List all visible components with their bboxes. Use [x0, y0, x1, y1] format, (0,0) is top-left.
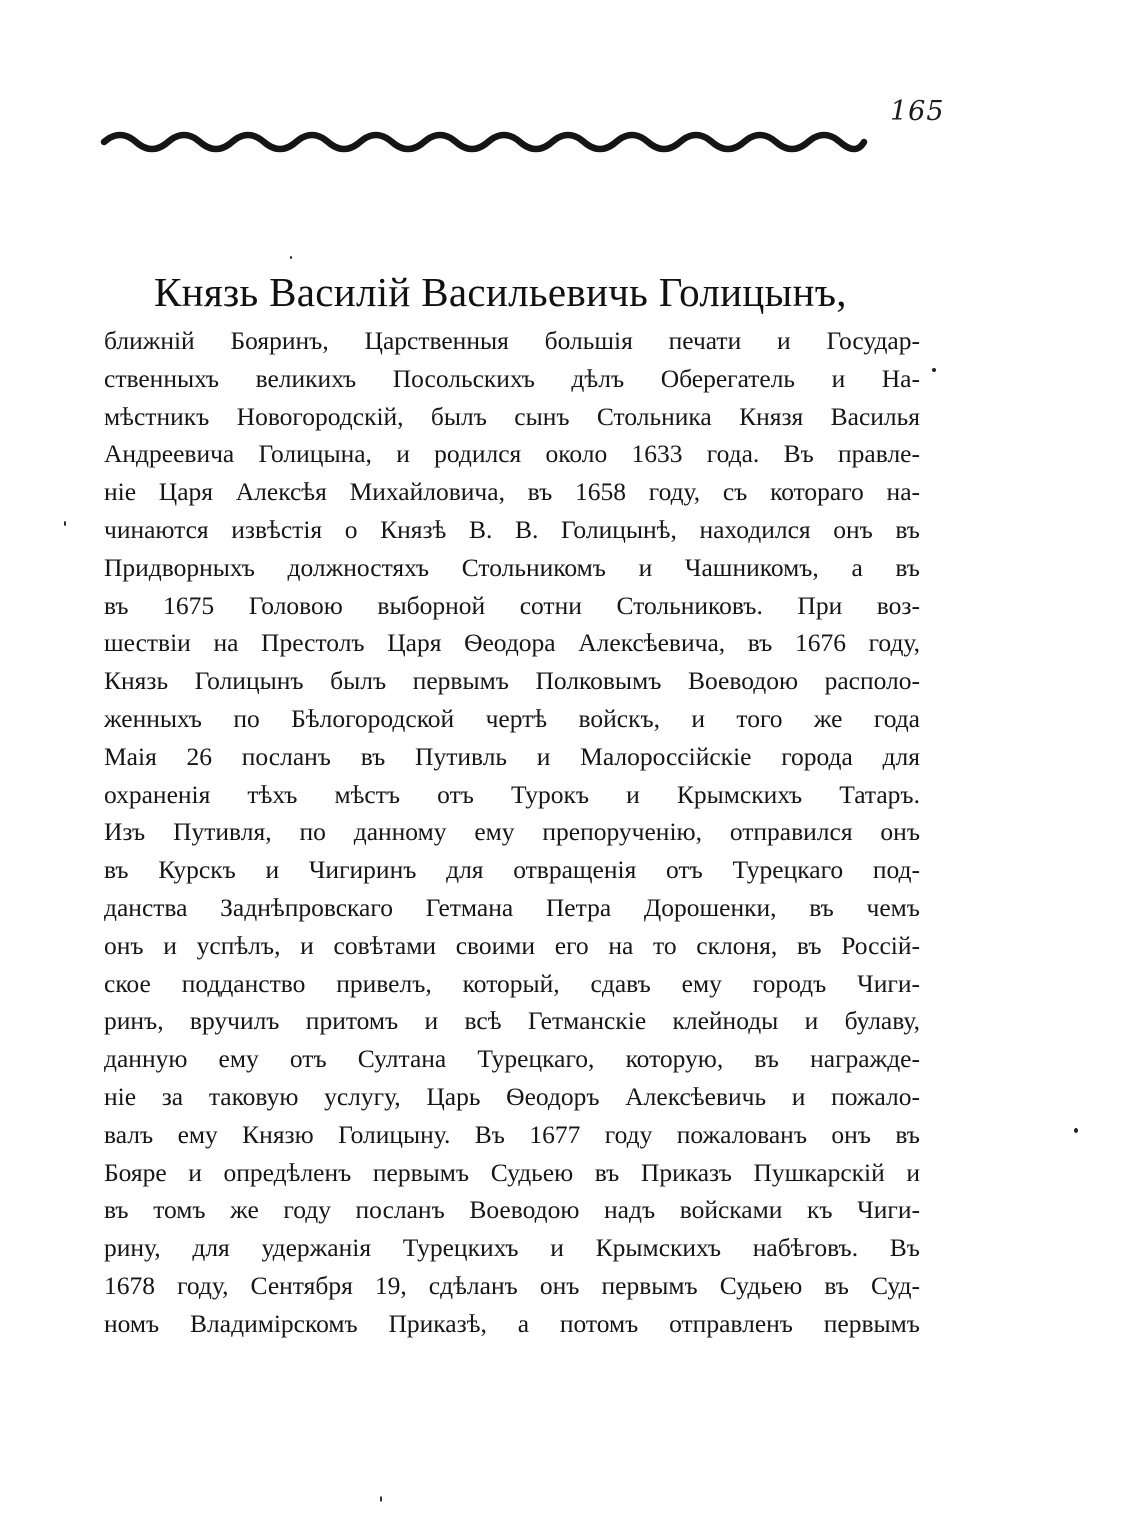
text-line: въ Курскъ и Чигиринъ для отвращенія отъ Турецкаго под-	[104, 855, 920, 885]
wavy-rule-ornament-icon	[100, 114, 892, 154]
text-line: мѣстникъ Новогородскій, былъ сынъ Стольника Князя Василья	[104, 401, 920, 431]
text-line: ское подданство привелъ, который, сдавъ ему городъ Чиги-	[104, 968, 920, 998]
text-line: валъ ему Князю Голицыну. Въ 1677 году пожалованъ онъ въ	[104, 1119, 920, 1149]
text-line: ближній Бояринъ, Царственныя большія печати и Государ-	[104, 326, 920, 355]
ink-speck	[1074, 1128, 1078, 1133]
text-line: чинаются извѣстія о Князѣ В. В. Голицынѣ, находился онъ въ	[104, 514, 920, 544]
text-line: Бояре и опредѣленъ первымъ Судьею въ Приказъ Пушкарскій и	[104, 1157, 920, 1187]
text-line: данства Заднѣпровскаго Гетмана Петра Дорошенки, въ чемъ	[104, 892, 920, 922]
text-line: женныхъ по Бѣлогородской чертѣ войскъ, и того же года	[104, 703, 920, 733]
article-title: Князь Василій Васильевичь Голицынъ,	[154, 269, 847, 315]
text-line: 1678 году, Сентября 19, сдѣланъ онъ первымъ Судьею въ Суд-	[104, 1270, 920, 1300]
text-line: Андреевича Голицына, и родился около 1633 года. Въ правле-	[104, 439, 920, 469]
text-line: въ томъ же году посланъ Воеводою надъ войсками къ Чиги-	[104, 1195, 920, 1225]
text-line: данную ему отъ Султана Турецкаго, которую, въ награжде-	[104, 1044, 920, 1074]
text-line: охраненія тѣхъ мѣстъ отъ Турокъ и Крымскихъ Татаръ.	[104, 779, 920, 809]
text-line: ніе Царя Алексѣя Михайловича, въ 1658 году, съ котораго на-	[104, 477, 920, 507]
text-line: Маія 26 посланъ въ Путивль и Малороссійскіе города для	[104, 741, 920, 771]
ink-speck	[290, 256, 292, 259]
text-line: номъ Владимірскомъ Приказѣ, а потомъ отправленъ первымъ	[104, 1308, 920, 1338]
ink-speck	[932, 368, 936, 372]
text-line: Придворныхъ должностяхъ Стольникомъ и Чашникомъ, а въ	[104, 552, 920, 582]
text-line: ственныхъ великихъ Посольскихъ дѣлъ Оберегатель и На-	[104, 363, 920, 393]
text-line: Князь Голицынъ былъ первымъ Полковымъ Воеводою располо-	[104, 666, 920, 696]
ink-speck	[64, 521, 66, 526]
text-line: рину, для удержанія Турецкихъ и Крымскихъ набѣговъ. Въ	[104, 1233, 920, 1263]
article-body	[104, 322, 920, 1343]
ink-speck	[380, 1496, 382, 1502]
text-line: шествіи на Престолъ Царя Ѳеодора Алексѣевича, въ 1676 году,	[104, 628, 920, 658]
text-line: онъ и успѣлъ, и совѣтами своими его на то склоня, въ Россій-	[104, 930, 920, 960]
text-line: ринъ, вручилъ притомъ и всѣ Гетманскіе клейноды и булаву,	[104, 1006, 920, 1036]
text-line: Изъ Путивля, по данному ему препорученію, отправился онъ	[104, 817, 920, 847]
page-number: 165	[890, 96, 945, 127]
text-line: въ 1675 Головою выборной сотни Стольниковъ. При воз-	[104, 590, 920, 620]
text-line: ніе за таковую услугу, Царь Ѳеодоръ Алексѣевичь и пожало-	[104, 1081, 920, 1111]
